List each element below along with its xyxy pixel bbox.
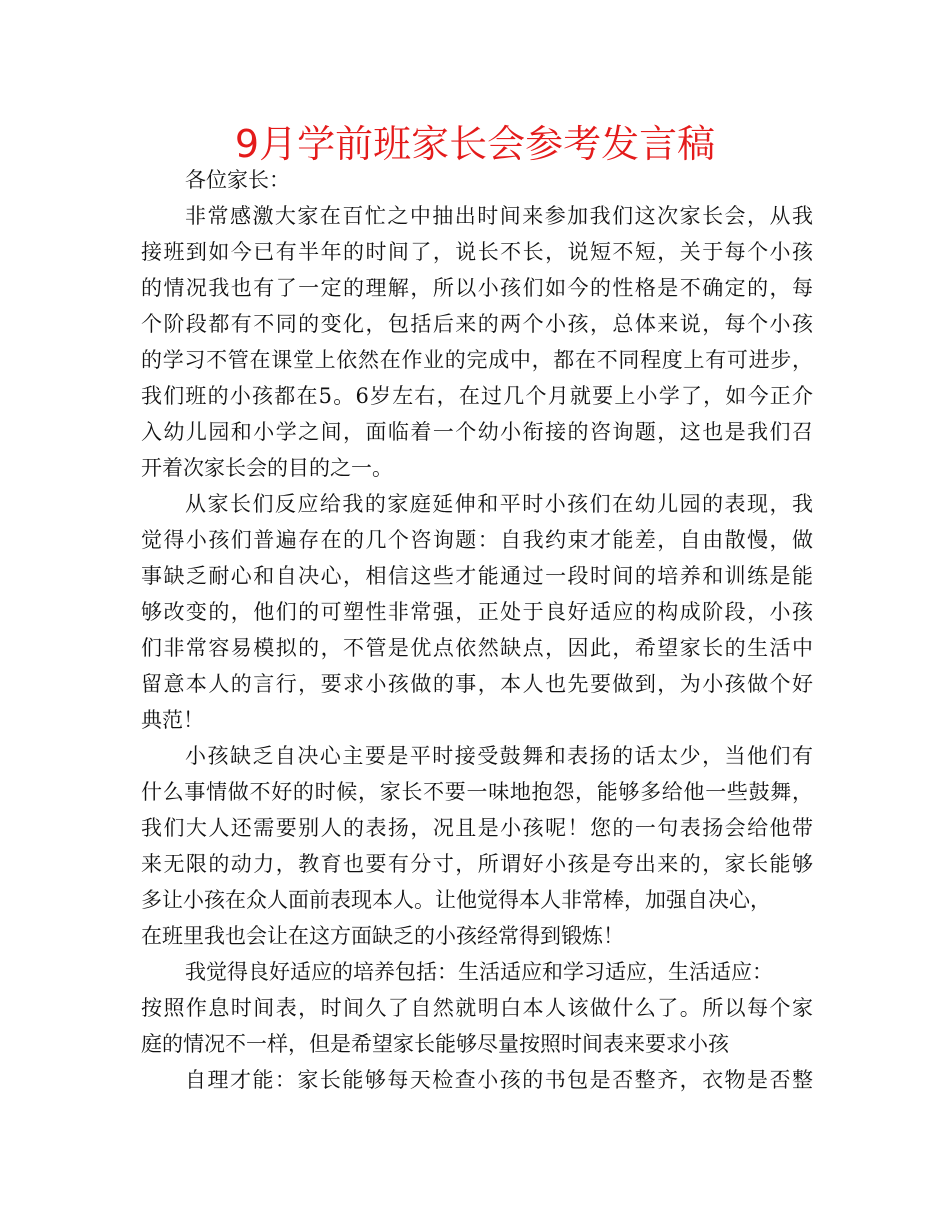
body-line: 开着次家长会的目的之一。 bbox=[141, 456, 393, 480]
body-line: 个阶段都有不同的变化，包括后来的两个小孩，总体来说，每个小孩 bbox=[141, 312, 813, 336]
body-line: 自理才能：家长能够每天检查小孩的书包是否整齐，衣物是否整 bbox=[185, 1068, 813, 1092]
body-line: 够改变的，他们的可塑性非常强，正处于良好适应的构成阶段，小孩 bbox=[141, 600, 813, 624]
document-title: 9月学前班家长会参考发言稿 bbox=[234, 122, 716, 166]
body-line: 们非常容易模拟的，不管是优点依然缺点，因此，希望家长的生活中 bbox=[141, 636, 813, 660]
body-line: 庭的情况不一样，但是希望家长能够尽量按照时间表来要求小孩 bbox=[141, 1032, 729, 1056]
document-body bbox=[141, 162, 813, 1098]
body-line: 典范！ bbox=[141, 708, 204, 732]
body-line: 在班里我也会让在这方面缺乏的小孩经常得到锻炼！ bbox=[141, 924, 624, 948]
body-line: 的学习不管在课堂上依然在作业的完成中，都在不同程度上有可进步， bbox=[141, 348, 813, 372]
body-line: 我们大人还需要别人的表扬，况且是小孩呢！您的一句表扬会给他带 bbox=[141, 816, 813, 840]
body-line: 接班到如今已有半年的时间了，说长不长，说短不短，关于每个小孩 bbox=[141, 240, 813, 264]
body-line: 按照作息时间表，时间久了自然就明白本人该做什么了。所以每个家 bbox=[141, 996, 813, 1020]
body-line: 从家长们反应给我的家庭延伸和平时小孩们在幼儿园的表现，我 bbox=[185, 492, 813, 516]
body-line: 的情况我也有了一定的理解，所以小孩们如今的性格是不确定的，每 bbox=[141, 276, 813, 300]
body-line: 留意本人的言行，要求小孩做的事，本人也先要做到，为小孩做个好 bbox=[141, 672, 813, 696]
body-line: 非常感激大家在百忙之中抽出时间来参加我们这次家长会，从我 bbox=[185, 204, 813, 228]
body-line: 各位家长： bbox=[185, 168, 290, 192]
body-line: 入幼儿园和小学之间，面临着一个幼小衔接的咨询题，这也是我们召 bbox=[141, 420, 813, 444]
body-line: 小孩缺乏自决心主要是平时接受鼓舞和表扬的话太少，当他们有 bbox=[185, 744, 813, 768]
body-line: 事缺乏耐心和自决心，相信这些才能通过一段时间的培养和训练是能 bbox=[141, 564, 813, 588]
body-line: 我们班的小孩都在5。6岁左右，在过几个月就要上小学了，如今正介 bbox=[141, 384, 813, 408]
body-line: 多让小孩在众人面前表现本人。让他觉得本人非常棒，加强自决心， bbox=[141, 888, 771, 912]
body-line: 什么事情做不好的时候，家长不要一味地抱怨，能够多给他一些鼓舞， bbox=[141, 780, 813, 804]
body-line: 觉得小孩们普遍存在的几个咨询题：自我约束才能差，自由散慢，做 bbox=[141, 528, 813, 552]
body-line: 来无限的动力，教育也要有分寸，所谓好小孩是夸出来的，家长能够 bbox=[141, 852, 813, 876]
body-line: 我觉得良好适应的培养包括：生活适应和学习适应，生活适应： bbox=[185, 960, 773, 984]
